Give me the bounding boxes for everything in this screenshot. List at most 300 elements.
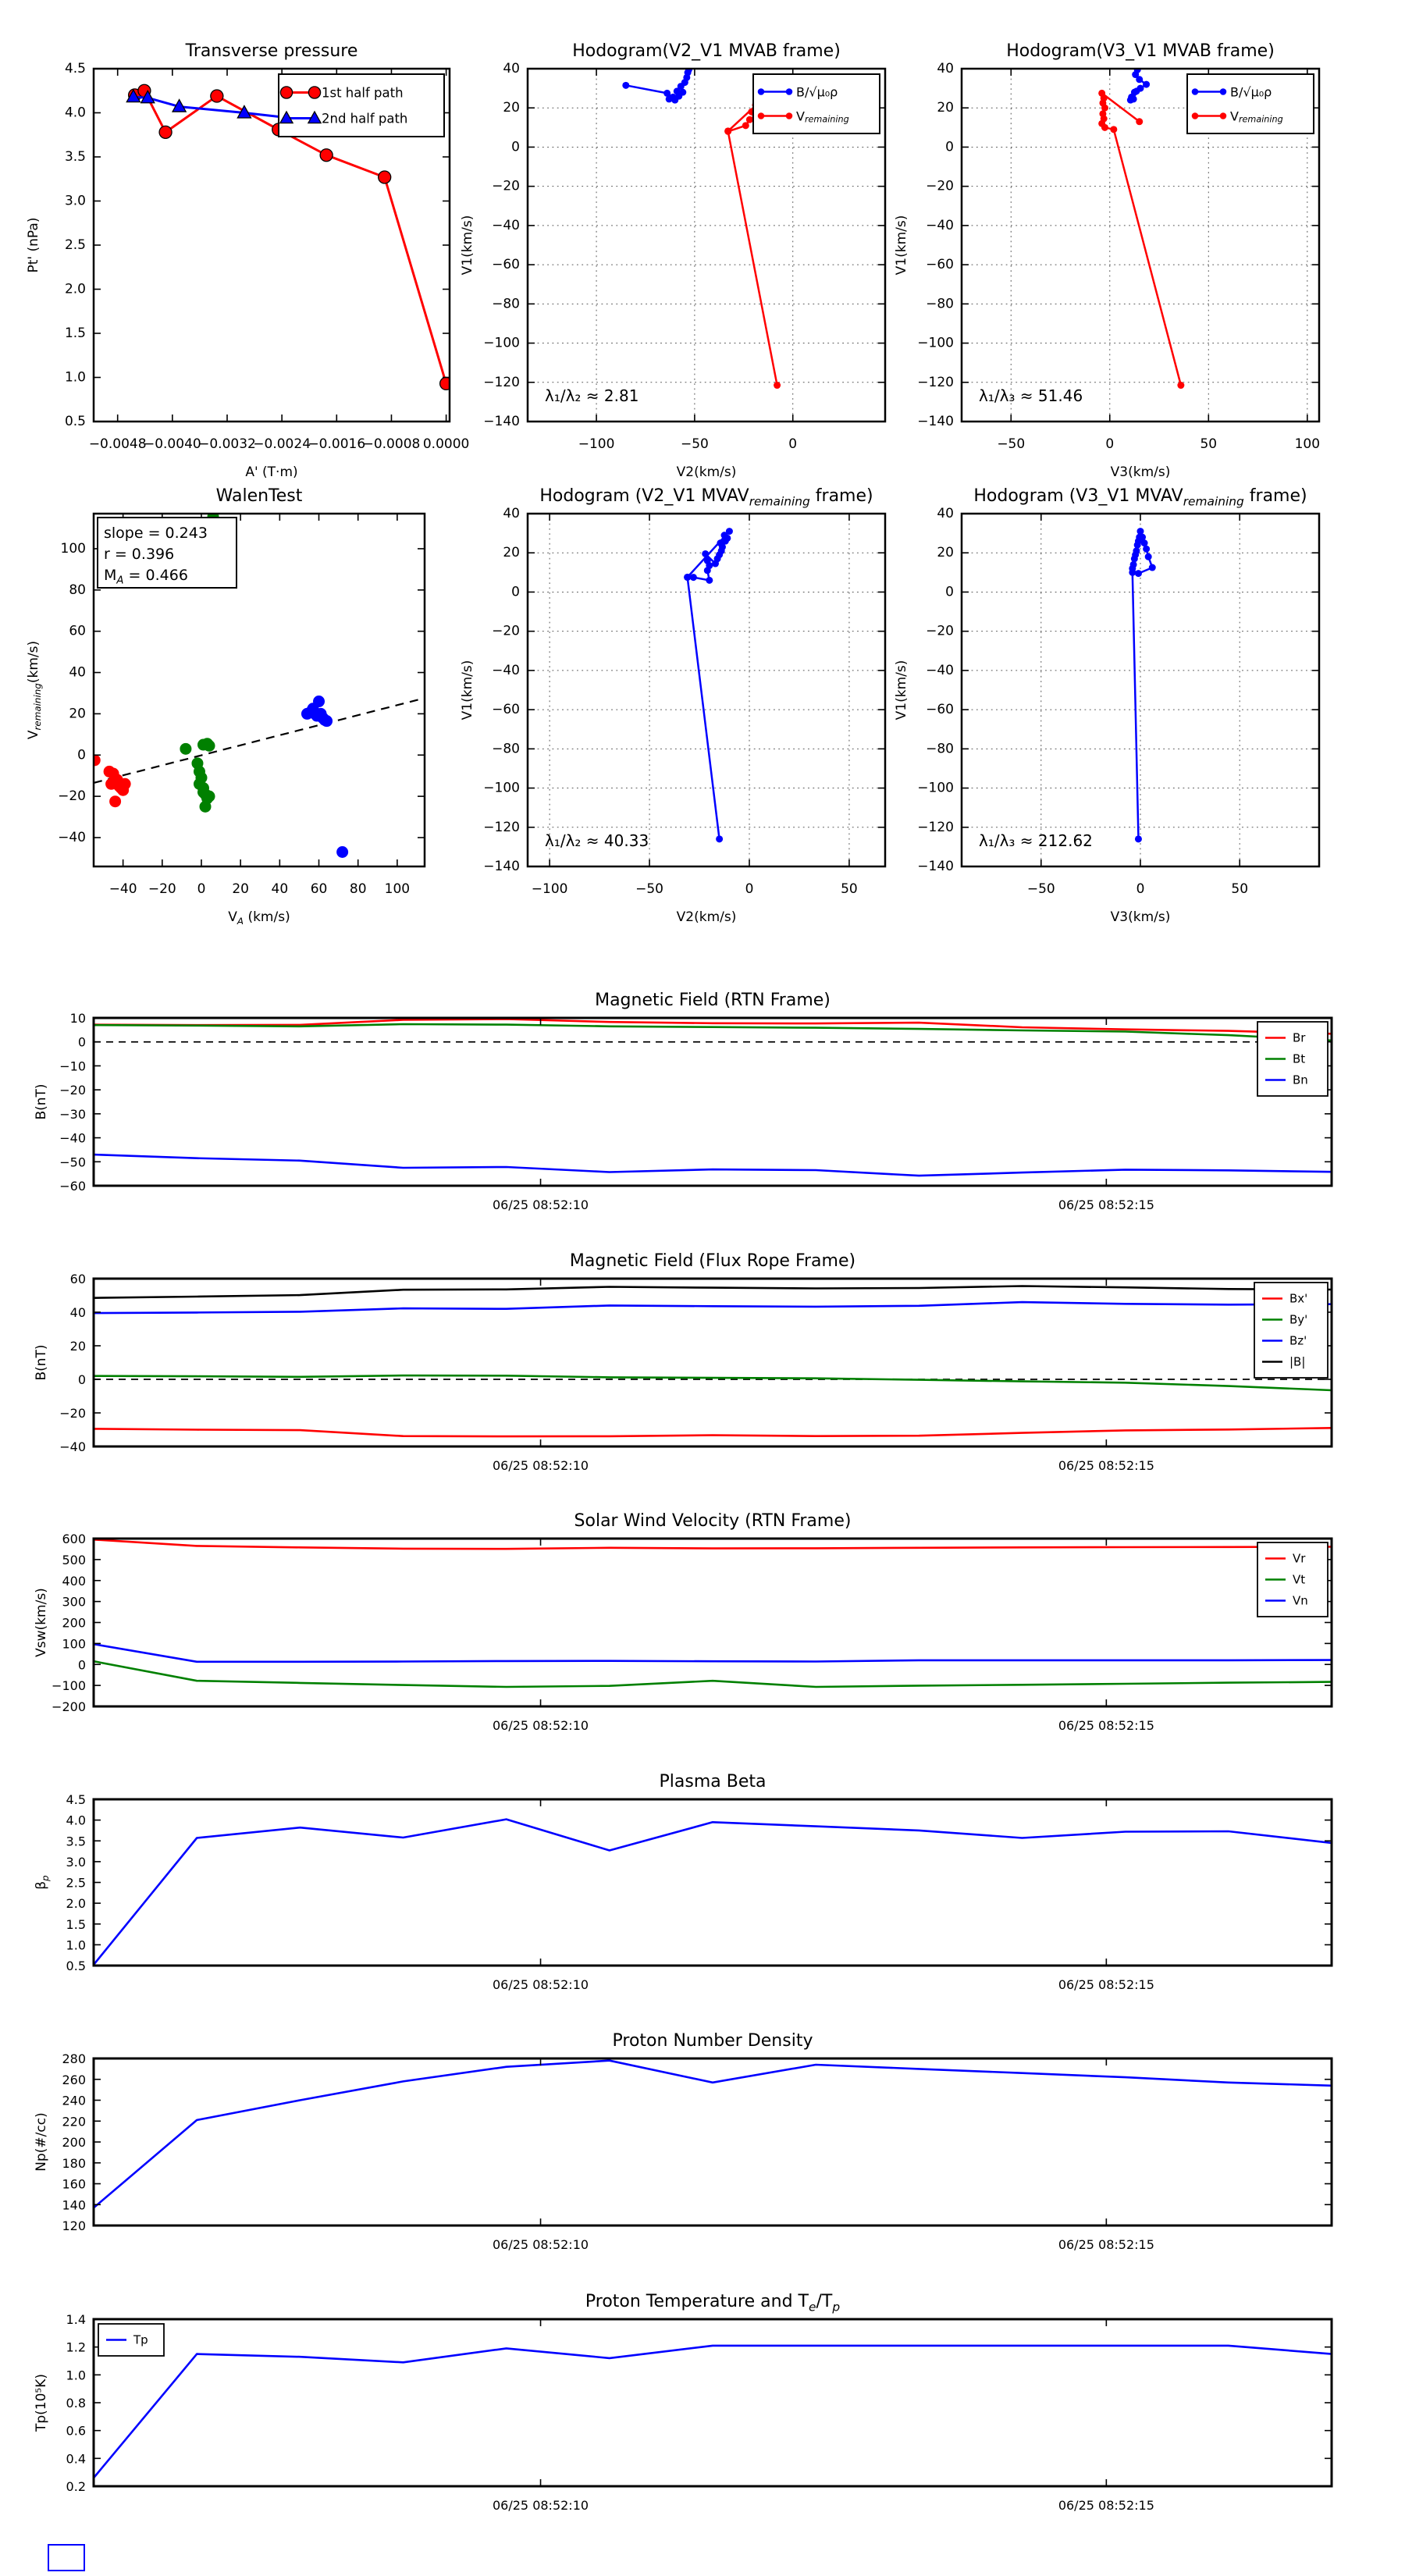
y-tick-label: −40 — [492, 662, 520, 678]
x-tick-label: −50 — [635, 881, 664, 897]
x-tick-label: −50 — [997, 436, 1026, 452]
y-tick-label: −40 — [59, 1439, 86, 1454]
y-tick-label: 0.2 — [66, 2478, 86, 2494]
legend-label: |B| — [1289, 1354, 1306, 1369]
y-tick-label: −120 — [917, 374, 954, 390]
marker-circle — [379, 171, 391, 183]
marker-dot — [1133, 87, 1140, 94]
legend — [753, 74, 880, 133]
y-tick-label: 1.0 — [66, 2367, 86, 2382]
y-tick-label: 0.6 — [66, 2423, 86, 2439]
y-tick-label: 4.5 — [66, 1791, 86, 1807]
y-tick-label: 4.0 — [64, 105, 86, 121]
y-tick-label: −60 — [926, 257, 954, 273]
y-tick-label: 1.5 — [64, 326, 86, 341]
x-tick-label: 06/25 08:52:15 — [1058, 1458, 1154, 1473]
y-tick-label: −140 — [483, 414, 520, 429]
y-tick-label: −20 — [492, 178, 520, 194]
y-tick-label: 0.8 — [66, 2395, 86, 2411]
x-tick-label: 06/25 08:52:15 — [1058, 1977, 1154, 1992]
x-tick-label: −100 — [531, 881, 568, 897]
legend — [1257, 1022, 1328, 1096]
marker-dot — [690, 574, 697, 581]
axes — [917, 506, 1319, 897]
marker-dot — [746, 116, 753, 123]
marker-dot — [1130, 561, 1137, 568]
y-tick-label: 120 — [62, 2218, 86, 2233]
series-group — [94, 1820, 1332, 1965]
chart-hodogram-v2v1-mvav — [460, 486, 885, 925]
marker-dot — [1192, 112, 1199, 119]
series-group — [1129, 528, 1155, 842]
x-tick-label: −50 — [1026, 881, 1055, 897]
chart-temperature — [34, 2292, 1332, 2513]
marker-dot — [1136, 76, 1143, 83]
chart-density — [34, 2031, 1332, 2252]
y-tick-label: 40 — [503, 506, 520, 521]
series-line — [1133, 532, 1153, 839]
series-line — [94, 1661, 1332, 1687]
y-axis-label: $V_{remaining}(km/s)$ — [26, 640, 44, 740]
y-tick-label: 0 — [77, 747, 86, 763]
x-tick-label: −0.0048 — [88, 436, 147, 452]
series-line — [1102, 93, 1181, 385]
x-tick-label: 40 — [271, 881, 289, 897]
x-tick-label: 06/25 08:52:15 — [1058, 2237, 1154, 2252]
y-tick-label: 2.5 — [66, 1875, 86, 1890]
y-axis-label: $\beta_p$ — [34, 1875, 52, 1890]
legend — [279, 74, 444, 137]
chart-mag-rtn — [34, 991, 1332, 1212]
y-tick-label: −100 — [483, 335, 520, 351]
x-tick-label: 06/25 08:52:10 — [493, 2498, 589, 2513]
marker-dot — [774, 382, 781, 389]
y-tick-label: 3.5 — [64, 149, 86, 165]
marker-dot — [204, 791, 215, 802]
chart-title: Hodogram (V2_V1 $MVAV_{remaining}$ frame) — [539, 486, 873, 509]
y-tick-label: −100 — [483, 780, 520, 796]
y-tick-label: −30 — [59, 1106, 86, 1122]
y-tick-label: 1.2 — [66, 2339, 86, 2355]
y-axis-label: V1(km/s) — [894, 660, 909, 720]
chart-title: Hodogram(V3_V1 MVAB frame) — [1006, 41, 1275, 61]
x-tick-label: −0.0024 — [253, 436, 311, 452]
legend-label: 2nd half path — [322, 111, 408, 126]
marker-dot — [1220, 88, 1227, 95]
chart-title: Hodogram(V2_V1 MVAB frame) — [572, 41, 841, 61]
marker-circle — [308, 87, 320, 98]
marker-dot — [724, 127, 731, 134]
x-tick-label: 100 — [1294, 436, 1321, 452]
legend — [1187, 74, 1314, 133]
marker-dot — [1220, 112, 1227, 119]
marker-circle — [320, 149, 333, 162]
marker-dot — [119, 778, 131, 790]
x-tick-label: −20 — [148, 881, 176, 897]
marker-dot — [336, 846, 348, 858]
series-group — [94, 2061, 1332, 2208]
y-tick-label: 1.4 — [66, 2311, 86, 2327]
y-tick-label: 0 — [77, 1656, 86, 1672]
y-tick-label: −120 — [483, 374, 520, 390]
marker-circle — [211, 90, 223, 102]
chart-transverse-pressure — [26, 41, 469, 480]
y-tick-label: −60 — [492, 257, 520, 273]
series-line — [94, 1302, 1332, 1313]
marker-dot — [1135, 570, 1142, 577]
chart-hodogram-v3v1-mvab — [894, 41, 1320, 480]
y-tick-label: 100 — [62, 1635, 86, 1651]
y-tick-label: −20 — [926, 178, 954, 194]
y-tick-label: 60 — [69, 623, 86, 639]
stray-legend-box — [48, 2545, 84, 2571]
y-tick-label: 20 — [69, 706, 86, 722]
x-tick-label: 0 — [788, 436, 798, 452]
annotation: λ₁/λ₃ ≈ 51.46 — [979, 386, 1083, 405]
y-tick-label: 220 — [62, 2113, 86, 2129]
series-line — [94, 1375, 1332, 1390]
x-tick-label: 06/25 08:52:10 — [493, 1977, 589, 1992]
marker-dot — [1177, 382, 1184, 389]
y-tick-label: 100 — [60, 540, 86, 557]
series-line — [94, 1539, 1332, 1549]
x-tick-label: −0.0032 — [198, 436, 256, 452]
marker-dot — [313, 696, 325, 707]
chart-velocity — [34, 1511, 1332, 1733]
marker-dot — [685, 66, 692, 73]
marker-dot — [109, 795, 121, 807]
legend — [98, 2324, 164, 2356]
y-tick-label: 60 — [69, 1271, 86, 1286]
annotation: λ₁/λ₃ ≈ 212.62 — [979, 831, 1093, 850]
y-tick-label: −80 — [492, 741, 520, 757]
gridlines — [962, 514, 1319, 866]
x-tick-label: 50 — [841, 881, 858, 897]
marker-dot — [1110, 126, 1117, 133]
legend — [1257, 1542, 1328, 1617]
chart-title: Hodogram (V3_V1 $MVAV_{remaining}$ frame) — [973, 486, 1307, 509]
y-tick-label: 260 — [62, 2072, 86, 2087]
y-tick-label: 4.5 — [64, 61, 86, 76]
y-tick-label: −40 — [492, 217, 520, 233]
y-axis-label: Pt' (nPa) — [26, 217, 41, 273]
y-tick-label: 10 — [69, 1010, 86, 1026]
y-tick-label: −40 — [58, 829, 86, 845]
y-tick-label: −20 — [59, 1082, 86, 1098]
y-tick-label: −80 — [492, 296, 520, 312]
y-tick-label: −100 — [917, 780, 954, 796]
y-axis-label: Np(#/cc) — [34, 2112, 49, 2172]
chart-title: Plasma Beta — [659, 1772, 767, 1791]
y-tick-label: 280 — [62, 2051, 86, 2066]
marker-circle — [159, 126, 172, 138]
series-group — [94, 1539, 1332, 1687]
y-tick-label: 0.4 — [66, 2450, 86, 2466]
y-tick-label: −20 — [492, 623, 520, 639]
y-tick-label: −140 — [917, 414, 954, 429]
y-tick-label: −20 — [926, 623, 954, 639]
legend-label: B/√μ₀ρ — [1230, 84, 1272, 99]
chart-title: Magnetic Field (RTN Frame) — [595, 991, 831, 1010]
y-tick-label: −60 — [926, 702, 954, 718]
axes — [52, 1532, 1332, 1734]
legend — [1254, 1283, 1328, 1378]
y-tick-label: 3.5 — [66, 1833, 86, 1848]
y-tick-label: 0 — [945, 139, 954, 155]
y-tick-label: 200 — [62, 1615, 86, 1630]
y-tick-label: 500 — [62, 1552, 86, 1567]
y-tick-label: 400 — [62, 1573, 86, 1589]
marker-dot — [1149, 564, 1156, 571]
y-tick-label: −60 — [59, 1178, 86, 1194]
axes — [66, 2312, 1332, 2514]
marker-dot — [702, 550, 709, 557]
x-tick-label: 06/25 08:52:15 — [1058, 1718, 1154, 1733]
y-tick-label: −20 — [59, 1405, 86, 1421]
legend-label: $V_{remaining}$ — [796, 109, 849, 124]
y-tick-label: −100 — [52, 1678, 86, 1693]
x-axis-label: V2(km/s) — [676, 464, 737, 480]
y-axis-label: Vsw(km/s) — [34, 1588, 49, 1657]
y-tick-label: 1.0 — [64, 369, 86, 386]
legend-label: Bn — [1293, 1073, 1308, 1087]
x-axis-label: V3(km/s) — [1110, 909, 1171, 925]
x-tick-label: 20 — [232, 881, 249, 897]
y-tick-label: 300 — [62, 1594, 86, 1610]
y-tick-label: 20 — [503, 100, 520, 116]
chart-plasma-beta — [34, 1772, 1332, 1992]
series-group — [1098, 66, 1184, 389]
marker-dot — [786, 88, 793, 95]
axes — [59, 1272, 1332, 1474]
y-axis-label: Tp(10⁵K) — [34, 2373, 49, 2432]
y-tick-label: 0.5 — [66, 1958, 86, 1973]
marker-dot — [716, 835, 723, 842]
chart-title: Magnetic Field (Flux Rope Frame) — [569, 1251, 856, 1271]
x-tick-label: −0.0016 — [308, 436, 366, 452]
marker-dot — [1101, 124, 1108, 131]
y-tick-label: 0 — [77, 1372, 86, 1387]
x-tick-label: 06/25 08:52:10 — [493, 1458, 589, 1473]
x-tick-label: −50 — [680, 436, 709, 452]
axes — [483, 506, 885, 897]
marker-dot — [666, 95, 673, 102]
chart-title: Proton Temperature and $T_e/T_p$ — [585, 2292, 841, 2314]
x-tick-label: 100 — [384, 881, 411, 897]
y-tick-label: −40 — [926, 662, 954, 678]
marker-dot — [622, 82, 629, 89]
x-tick-label: 0 — [1105, 436, 1115, 452]
marker-dot — [1136, 118, 1143, 125]
chart-title: Proton Number Density — [612, 2031, 813, 2051]
y-tick-label: 0 — [945, 584, 954, 600]
series-line — [94, 2346, 1332, 2478]
y-tick-label: 3.0 — [66, 1854, 86, 1870]
y-tick-label: 3.0 — [64, 193, 86, 209]
y-tick-label: −140 — [483, 859, 520, 874]
legend-label: Tp — [133, 2332, 148, 2347]
y-tick-label: −10 — [59, 1058, 86, 1073]
x-tick-label: 06/25 08:52:10 — [493, 1718, 589, 1733]
legend-label: B/√μ₀ρ — [796, 84, 838, 99]
stats-line: $M_A = 0.466$ — [104, 567, 188, 587]
marker-dot — [1127, 97, 1134, 104]
y-tick-label: 2.5 — [64, 237, 86, 253]
y-tick-label: 20 — [69, 1338, 86, 1354]
series-group — [94, 1286, 1332, 1437]
series-group — [94, 2346, 1332, 2478]
legend-label: Vn — [1293, 1593, 1308, 1608]
y-tick-label: −200 — [52, 1699, 86, 1714]
y-tick-label: 20 — [937, 545, 954, 561]
y-tick-label: 20 — [503, 545, 520, 561]
x-axis-label: A' (T·m) — [245, 464, 298, 480]
y-tick-label: 0 — [511, 584, 520, 600]
y-tick-label: 200 — [62, 2134, 86, 2150]
y-tick-label: 240 — [62, 2093, 86, 2108]
marker-dot — [1135, 835, 1142, 842]
x-axis-label: V3(km/s) — [1110, 464, 1171, 480]
y-tick-label: 40 — [503, 61, 520, 76]
y-tick-label: 0 — [511, 139, 520, 155]
marker-dot — [204, 740, 215, 752]
y-tick-label: −100 — [917, 335, 954, 351]
chart-hodogram-v3v1-mvav — [894, 486, 1319, 925]
y-tick-label: −50 — [59, 1154, 86, 1169]
y-axis-label: B(nT) — [34, 1083, 49, 1120]
marker-dot — [786, 112, 793, 119]
series-line — [94, 2061, 1332, 2208]
x-tick-label: 0 — [745, 881, 754, 897]
y-tick-label: −120 — [483, 819, 520, 835]
legend-label: $V_{remaining}$ — [1230, 109, 1283, 124]
marker-dot — [89, 754, 101, 766]
series-group — [684, 528, 733, 842]
axes — [62, 2051, 1332, 2253]
y-tick-label: −80 — [926, 741, 954, 757]
annotation: λ₁/λ₂ ≈ 40.33 — [545, 831, 649, 850]
marker-dot — [321, 715, 333, 727]
y-tick-label: 0 — [77, 1034, 86, 1050]
series-line — [94, 1024, 1332, 1041]
y-tick-label: 1.0 — [66, 1937, 86, 1952]
y-tick-label: 1.5 — [66, 1916, 86, 1932]
marker-dot — [1192, 88, 1199, 95]
marker-dot — [1133, 547, 1140, 554]
x-tick-label: 06/25 08:52:10 — [493, 1197, 589, 1212]
y-tick-label: 40 — [69, 664, 86, 681]
y-tick-label: −140 — [917, 859, 954, 874]
legend-label: Bz' — [1289, 1333, 1307, 1348]
y-axis-label: V1(km/s) — [460, 215, 475, 276]
x-tick-label: 80 — [349, 881, 367, 897]
stats-box — [98, 518, 237, 588]
x-tick-label: 0 — [197, 881, 206, 897]
x-tick-label: −40 — [108, 881, 137, 897]
y-tick-label: 80 — [69, 582, 86, 598]
legend-label: Bx' — [1289, 1291, 1308, 1306]
x-axis-label: $V_A$ (km/s) — [228, 909, 290, 927]
marker-dot — [200, 801, 212, 813]
y-tick-label: 140 — [62, 2197, 86, 2212]
y-tick-label: 600 — [62, 1531, 86, 1546]
y-tick-label: −80 — [926, 296, 954, 312]
marker-dot — [704, 557, 711, 564]
series-line — [94, 1820, 1332, 1965]
y-tick-label: 2.0 — [66, 1895, 86, 1911]
marker-dot — [1143, 546, 1150, 553]
marker-dot — [758, 112, 765, 119]
x-tick-label: 50 — [1231, 881, 1249, 897]
y-axis-label: V1(km/s) — [894, 215, 909, 276]
x-tick-label: −0.0040 — [143, 436, 201, 452]
x-tick-label: 0 — [1136, 881, 1145, 897]
axes — [59, 1011, 1332, 1213]
y-tick-label: 160 — [62, 2176, 86, 2191]
marker-dot — [758, 88, 765, 95]
x-tick-label: 0.0000 — [422, 436, 470, 452]
chart-mag-fluxrope — [34, 1251, 1332, 1473]
y-tick-label: 2.0 — [64, 281, 86, 297]
legend-label: By' — [1289, 1312, 1308, 1327]
legend-label: Bt — [1293, 1051, 1306, 1066]
y-axis-label: V1(km/s) — [460, 660, 475, 720]
x-tick-label: −100 — [578, 436, 615, 452]
chart-title: Solar Wind Velocity (RTN Frame) — [574, 1511, 852, 1531]
marker-dot — [1143, 81, 1150, 88]
marker-dot — [726, 528, 733, 535]
marker-dot — [1145, 553, 1152, 560]
y-tick-label: −120 — [917, 819, 954, 835]
chart-title: WalenTest — [215, 486, 303, 506]
x-tick-label: 06/25 08:52:10 — [493, 2237, 589, 2252]
x-tick-label: −0.0008 — [362, 436, 421, 452]
y-tick-label: 4.0 — [66, 1813, 86, 1828]
legend-label: 1st half path — [322, 85, 404, 100]
y-tick-label: 40 — [69, 1304, 86, 1320]
y-tick-label: 40 — [937, 506, 954, 521]
chart-title: Transverse pressure — [185, 41, 358, 61]
series-line — [94, 1155, 1332, 1176]
y-tick-label: 180 — [62, 2155, 86, 2171]
y-tick-label: 20 — [937, 100, 954, 116]
stats-line: r = 0.396 — [104, 546, 175, 563]
x-tick-label: 50 — [1200, 436, 1218, 452]
y-tick-label: 0.5 — [64, 414, 86, 429]
axes — [66, 1792, 1332, 1993]
y-tick-label: −40 — [926, 217, 954, 233]
x-tick-label: 06/25 08:52:15 — [1058, 2498, 1154, 2513]
legend-label: Br — [1293, 1030, 1306, 1045]
marker-circle — [280, 87, 292, 98]
y-tick-label: −20 — [58, 788, 86, 805]
marker-dot — [684, 574, 691, 581]
chart-hodogram-v2v1-mvab — [460, 41, 885, 480]
marker-dot — [180, 743, 191, 755]
marker-dot — [706, 577, 713, 584]
y-tick-label: −60 — [492, 702, 520, 718]
marker-dot — [742, 122, 749, 129]
series-line — [94, 1644, 1332, 1662]
y-axis-label: B(nT) — [34, 1344, 49, 1381]
legend-label: Vr — [1293, 1551, 1306, 1566]
y-tick-label: −40 — [59, 1130, 86, 1146]
stats-line: slope = 0.243 — [104, 525, 208, 542]
x-tick-label: 06/25 08:52:15 — [1058, 1197, 1154, 1212]
chart-walen-test — [26, 486, 425, 927]
legend-label: Vt — [1293, 1572, 1306, 1587]
y-tick-label: 40 — [937, 61, 954, 76]
